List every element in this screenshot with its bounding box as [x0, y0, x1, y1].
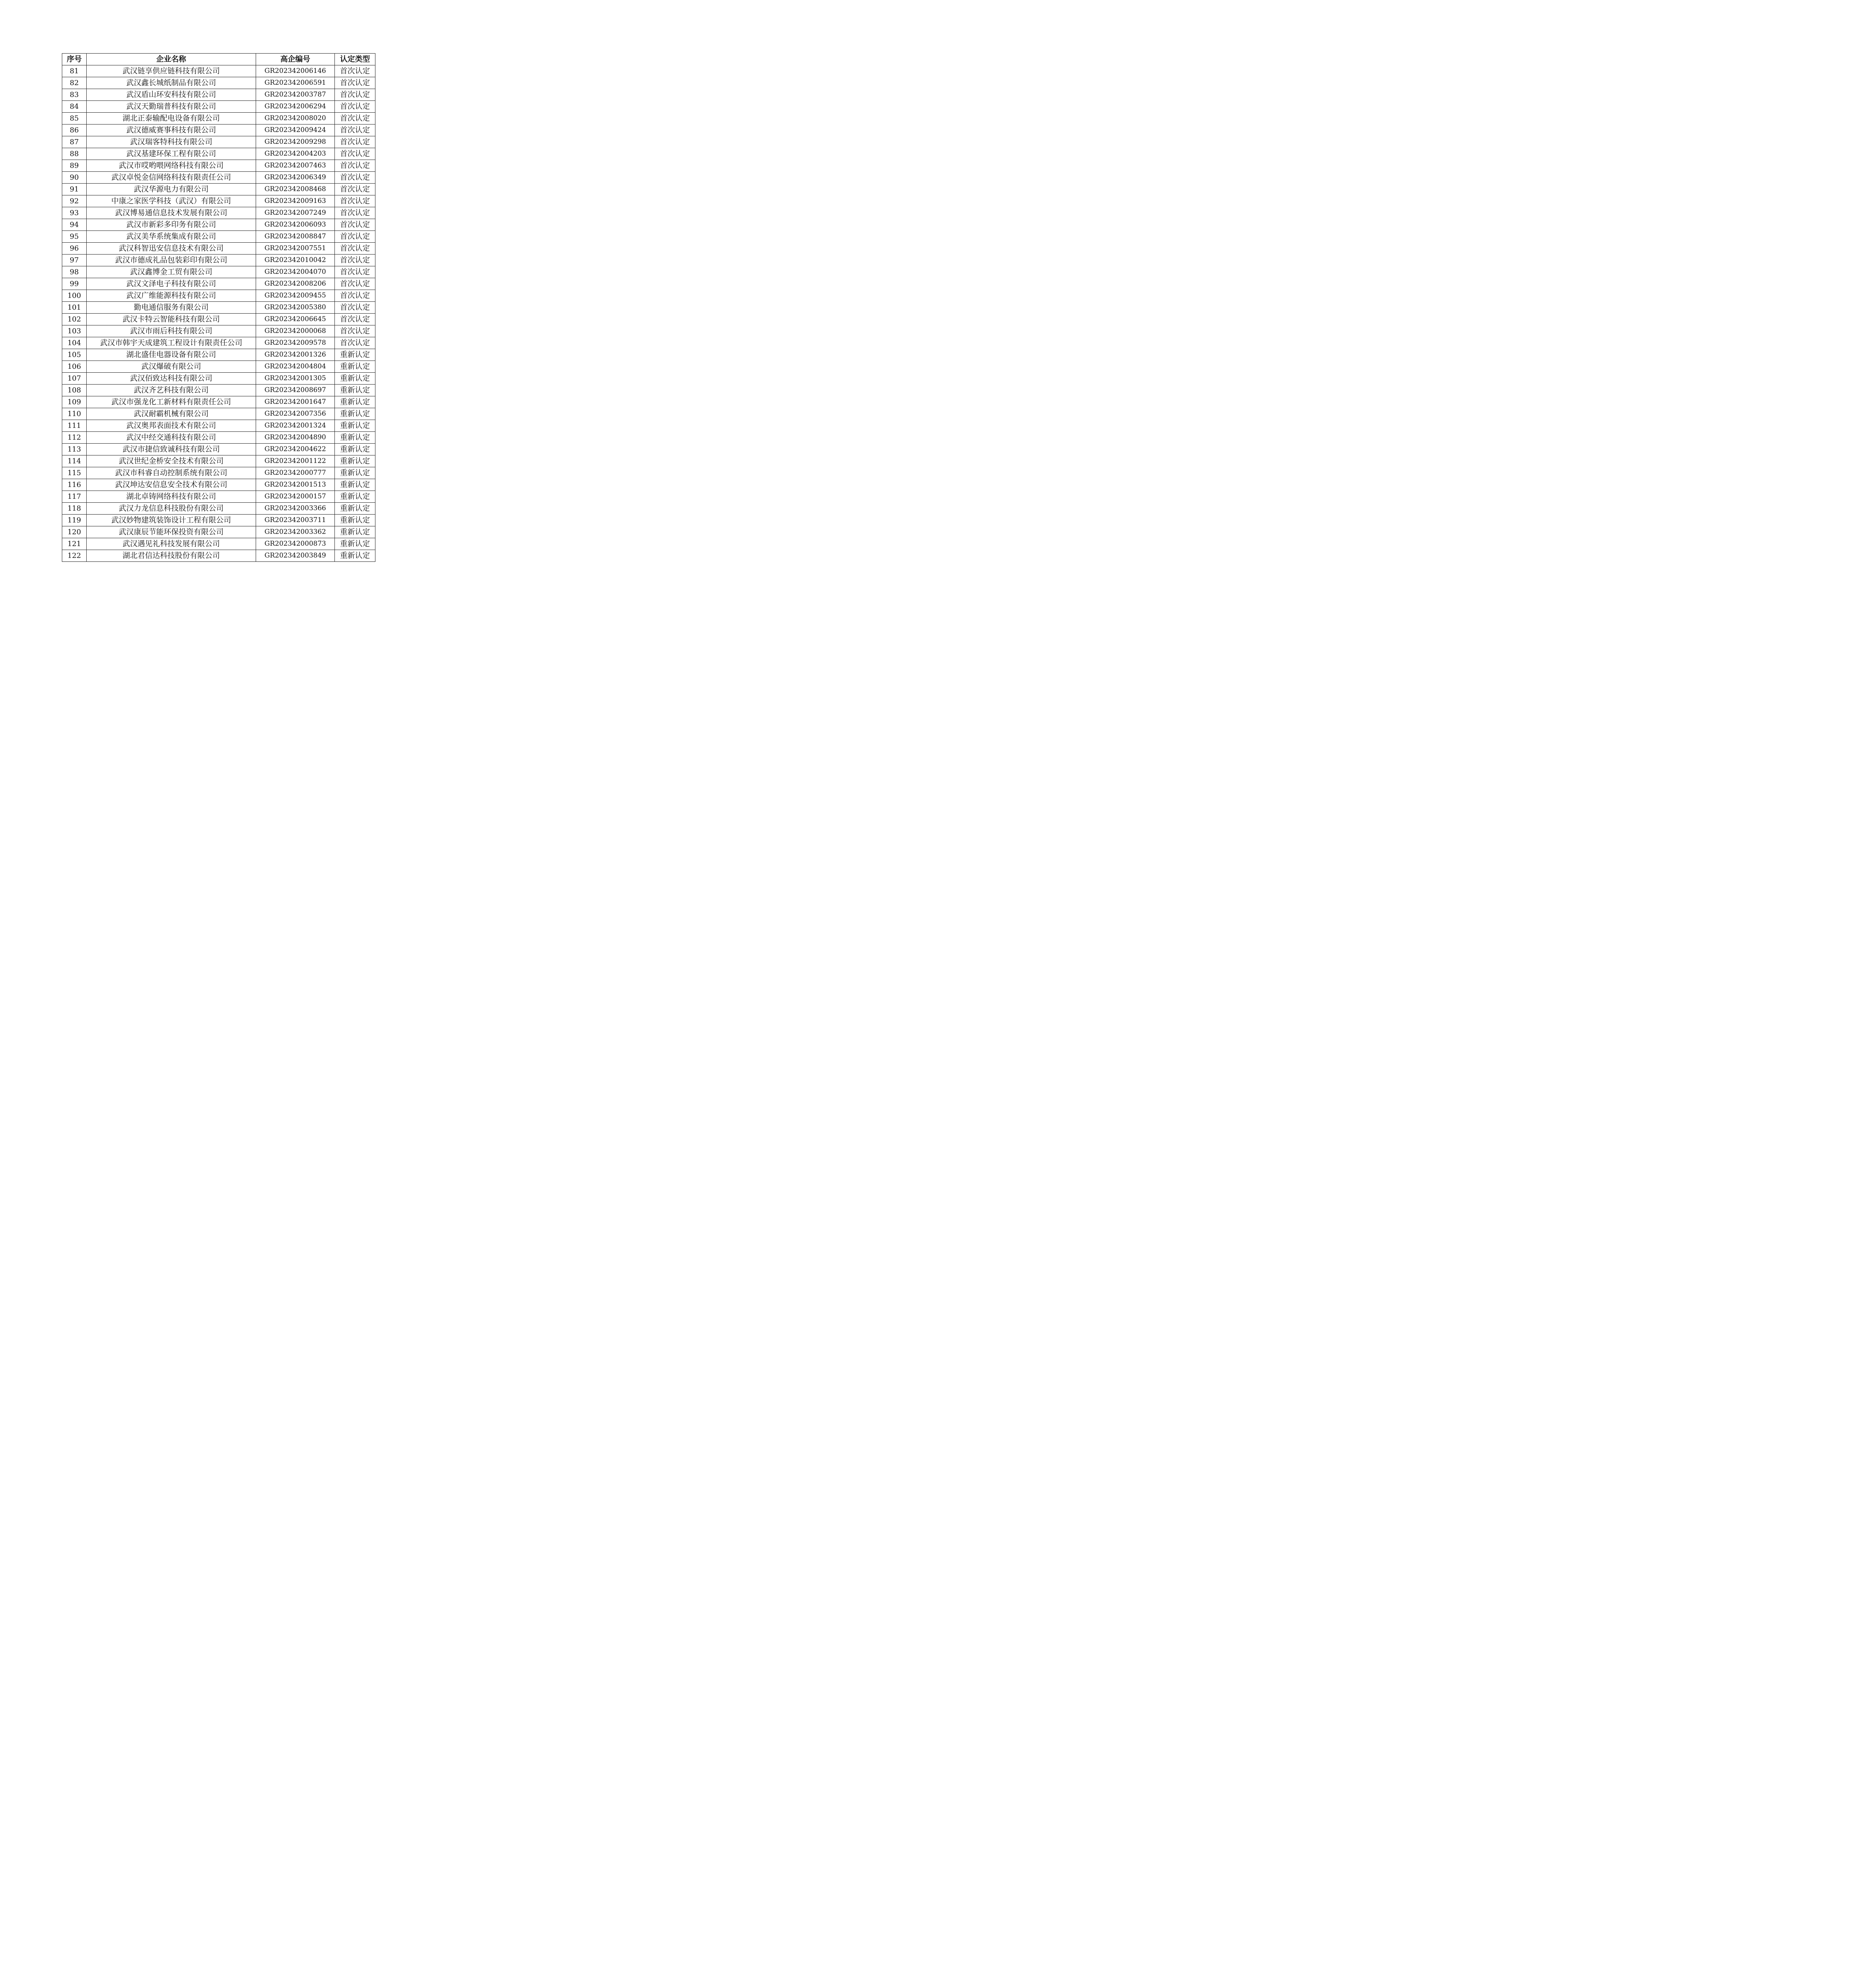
- table-row: [62, 231, 375, 243]
- row-number: 84: [62, 101, 87, 113]
- certificate-code: GR202342008697: [256, 385, 335, 396]
- company-name: 武汉市强龙化工新材料有限责任公司: [87, 396, 256, 408]
- company-name: 勤电通信服务有限公司: [87, 302, 256, 314]
- certification-type: 首次认定: [335, 278, 375, 290]
- company-name: 武汉坤达安信息安全技术有限公司: [87, 479, 256, 491]
- certificate-code: GR202342008206: [256, 278, 335, 290]
- certificate-code: GR202342004203: [256, 148, 335, 160]
- header-no: 序号: [62, 54, 87, 65]
- certificate-code: GR202342004070: [256, 266, 335, 278]
- certification-type: 首次认定: [335, 136, 375, 148]
- certification-type: 首次认定: [335, 184, 375, 195]
- certificate-code: GR202342006146: [256, 65, 335, 77]
- certificate-code: GR202342003849: [256, 550, 335, 562]
- certificate-code: GR202342006645: [256, 314, 335, 325]
- row-number: 117: [62, 491, 87, 503]
- certification-type: 重新认定: [335, 467, 375, 479]
- company-name: 武汉基建环保工程有限公司: [87, 148, 256, 160]
- table-row: [62, 491, 375, 503]
- certificate-code: GR202342004890: [256, 432, 335, 444]
- certification-type: 首次认定: [335, 101, 375, 113]
- row-number: 98: [62, 266, 87, 278]
- table-row: [62, 278, 375, 290]
- company-name: 武汉齐艺科技有限公司: [87, 385, 256, 396]
- certificate-code: GR202342007356: [256, 408, 335, 420]
- row-number: 100: [62, 290, 87, 302]
- certificate-code: GR202342001305: [256, 373, 335, 385]
- table-row: [62, 136, 375, 148]
- certificate-code: GR202342006349: [256, 172, 335, 184]
- row-number: 109: [62, 396, 87, 408]
- certification-type: 重新认定: [335, 349, 375, 361]
- certificate-code: GR202342006093: [256, 219, 335, 231]
- company-name: 武汉博易通信息技术发展有限公司: [87, 207, 256, 219]
- header-code: 高企编号: [256, 54, 335, 65]
- table-row: [62, 432, 375, 444]
- company-name: 武汉世纪金桥安全技术有限公司: [87, 455, 256, 467]
- company-name: 武汉市捷信致诚科技有限公司: [87, 444, 256, 455]
- company-name: 武汉市新彩多印务有限公司: [87, 219, 256, 231]
- certificate-code: GR202342008020: [256, 113, 335, 125]
- row-number: 82: [62, 77, 87, 89]
- table-row: [62, 113, 375, 125]
- table-row: [62, 172, 375, 184]
- row-number: 101: [62, 302, 87, 314]
- table-row: [62, 467, 375, 479]
- certification-type: 重新认定: [335, 373, 375, 385]
- certificate-code: GR202342010042: [256, 255, 335, 266]
- certification-type: 首次认定: [335, 89, 375, 101]
- table-row: [62, 184, 375, 195]
- company-name: 武汉卓悦金信网络科技有限责任公司: [87, 172, 256, 184]
- row-number: 115: [62, 467, 87, 479]
- table-row: [62, 65, 375, 77]
- row-number: 119: [62, 515, 87, 526]
- table-row: [62, 195, 375, 207]
- row-number: 103: [62, 325, 87, 337]
- certification-type: 首次认定: [335, 314, 375, 325]
- table-row: [62, 290, 375, 302]
- certification-type: 重新认定: [335, 420, 375, 432]
- table-row: [62, 420, 375, 432]
- certification-type: 重新认定: [335, 444, 375, 455]
- certificate-code: GR202342001513: [256, 479, 335, 491]
- certification-type: 首次认定: [335, 325, 375, 337]
- certificate-code: GR202342009424: [256, 125, 335, 136]
- row-number: 108: [62, 385, 87, 396]
- row-number: 107: [62, 373, 87, 385]
- row-number: 104: [62, 337, 87, 349]
- certificate-code: GR202342003366: [256, 503, 335, 515]
- company-name: 武汉广维能源科技有限公司: [87, 290, 256, 302]
- table-header-row: [62, 54, 375, 65]
- table-row: [62, 160, 375, 172]
- row-number: 118: [62, 503, 87, 515]
- certificate-code: GR202342004622: [256, 444, 335, 455]
- certificate-code: GR202342000873: [256, 538, 335, 550]
- certification-type: 重新认定: [335, 361, 375, 373]
- row-number: 120: [62, 526, 87, 538]
- certification-type: 重新认定: [335, 479, 375, 491]
- row-number: 86: [62, 125, 87, 136]
- company-name: 武汉文泽电子科技有限公司: [87, 278, 256, 290]
- table-row: [62, 243, 375, 255]
- certificate-code: GR202342001326: [256, 349, 335, 361]
- table-row: [62, 349, 375, 361]
- company-name: 武汉耐霸机械有限公司: [87, 408, 256, 420]
- table-row: [62, 408, 375, 420]
- certificate-code: GR202342001122: [256, 455, 335, 467]
- certification-type: 重新认定: [335, 550, 375, 562]
- table-row: [62, 444, 375, 455]
- company-name: 武汉德威赛事科技有限公司: [87, 125, 256, 136]
- company-name: 武汉天勤瑞普科技有限公司: [87, 101, 256, 113]
- row-number: 114: [62, 455, 87, 467]
- table-row: [62, 455, 375, 467]
- company-name: 武汉佰致达科技有限公司: [87, 373, 256, 385]
- certification-type: 首次认定: [335, 195, 375, 207]
- company-name: 中康之家医学科技（武汉）有限公司: [87, 195, 256, 207]
- certification-type: 首次认定: [335, 231, 375, 243]
- table-row: [62, 337, 375, 349]
- row-number: 110: [62, 408, 87, 420]
- company-name: 武汉链享供应链科技有限公司: [87, 65, 256, 77]
- certificate-code: GR202342006294: [256, 101, 335, 113]
- table-row: [62, 314, 375, 325]
- company-name: 武汉鑫博金工贸有限公司: [87, 266, 256, 278]
- table-row: [62, 219, 375, 231]
- table-row: [62, 148, 375, 160]
- row-number: 81: [62, 65, 87, 77]
- table-row: [62, 396, 375, 408]
- table-body: [62, 65, 375, 562]
- row-number: 99: [62, 278, 87, 290]
- row-number: 93: [62, 207, 87, 219]
- company-name: 武汉瑞客特科技有限公司: [87, 136, 256, 148]
- certification-type: 首次认定: [335, 172, 375, 184]
- certification-type: 首次认定: [335, 255, 375, 266]
- certification-type: 首次认定: [335, 65, 375, 77]
- certificate-code: GR202342009455: [256, 290, 335, 302]
- certification-type: 首次认定: [335, 337, 375, 349]
- certificate-code: GR202342007551: [256, 243, 335, 255]
- row-number: 121: [62, 538, 87, 550]
- company-name: 武汉市雨后科技有限公司: [87, 325, 256, 337]
- row-number: 94: [62, 219, 87, 231]
- table-row: [62, 503, 375, 515]
- company-name: 武汉市韩宇天成建筑工程设计有限责任公司: [87, 337, 256, 349]
- company-name: 武汉鑫长城纸制品有限公司: [87, 77, 256, 89]
- row-number: 89: [62, 160, 87, 172]
- company-name: 武汉市哎哟喂网络科技有限公司: [87, 160, 256, 172]
- certification-type: 首次认定: [335, 125, 375, 136]
- header-name: 企业名称: [87, 54, 256, 65]
- row-number: 97: [62, 255, 87, 266]
- certification-type: 重新认定: [335, 455, 375, 467]
- company-name: 武汉华源电力有限公司: [87, 184, 256, 195]
- table-row: [62, 373, 375, 385]
- row-number: 87: [62, 136, 87, 148]
- table-row: [62, 77, 375, 89]
- company-name: 湖北正泰输配电设备有限公司: [87, 113, 256, 125]
- row-number: 113: [62, 444, 87, 455]
- certification-type: 首次认定: [335, 243, 375, 255]
- certification-type: 首次认定: [335, 113, 375, 125]
- company-name: 湖北盛佳电器设备有限公司: [87, 349, 256, 361]
- row-number: 85: [62, 113, 87, 125]
- certification-type: 首次认定: [335, 148, 375, 160]
- certification-type: 首次认定: [335, 77, 375, 89]
- company-name: 武汉市科睿自动控制系统有限公司: [87, 467, 256, 479]
- certificate-code: GR202342009163: [256, 195, 335, 207]
- certification-type: 重新认定: [335, 491, 375, 503]
- certificate-code: GR202342004804: [256, 361, 335, 373]
- company-name: 武汉美华系统集成有限公司: [87, 231, 256, 243]
- certificate-code: GR202342009298: [256, 136, 335, 148]
- certificate-code: GR202342008847: [256, 231, 335, 243]
- certification-type: 重新认定: [335, 538, 375, 550]
- row-number: 102: [62, 314, 87, 325]
- company-name: 湖北君信达科技股份有限公司: [87, 550, 256, 562]
- table-row: [62, 325, 375, 337]
- table-row: [62, 255, 375, 266]
- company-name: 武汉力龙信息科技股份有限公司: [87, 503, 256, 515]
- company-name: 武汉卡特云智能科技有限公司: [87, 314, 256, 325]
- row-number: 95: [62, 231, 87, 243]
- table-row: [62, 101, 375, 113]
- certification-type: 重新认定: [335, 503, 375, 515]
- table-row: [62, 302, 375, 314]
- table-row: [62, 479, 375, 491]
- certification-type: 重新认定: [335, 526, 375, 538]
- certification-type: 重新认定: [335, 408, 375, 420]
- certificate-code: GR202342003711: [256, 515, 335, 526]
- certificate-code: GR202342006591: [256, 77, 335, 89]
- certificate-code: GR202342009578: [256, 337, 335, 349]
- row-number: 91: [62, 184, 87, 195]
- company-name: 武汉爆破有限公司: [87, 361, 256, 373]
- company-name: 武汉盾山环安科技有限公司: [87, 89, 256, 101]
- certification-type: 首次认定: [335, 290, 375, 302]
- row-number: 122: [62, 550, 87, 562]
- certificate-code: GR202342003787: [256, 89, 335, 101]
- certificate-code: GR202342007463: [256, 160, 335, 172]
- row-number: 92: [62, 195, 87, 207]
- certificate-code: GR202342003362: [256, 526, 335, 538]
- row-number: 83: [62, 89, 87, 101]
- company-name: 武汉康辰节能环保投资有限公司: [87, 526, 256, 538]
- certificate-code: GR202342005380: [256, 302, 335, 314]
- company-name: 湖北卓铸网络科技有限公司: [87, 491, 256, 503]
- certificate-code: GR202342000777: [256, 467, 335, 479]
- certification-type: 首次认定: [335, 219, 375, 231]
- row-number: 111: [62, 420, 87, 432]
- table-row: [62, 89, 375, 101]
- table-row: [62, 385, 375, 396]
- certificate-code: GR202342000068: [256, 325, 335, 337]
- certification-type: 重新认定: [335, 515, 375, 526]
- certification-type: 重新认定: [335, 396, 375, 408]
- row-number: 96: [62, 243, 87, 255]
- company-name: 武汉市德成礼品包装彩印有限公司: [87, 255, 256, 266]
- table-row: [62, 125, 375, 136]
- certificate-code: GR202342008468: [256, 184, 335, 195]
- company-name: 武汉科智迅安信息技术有限公司: [87, 243, 256, 255]
- document-page: [62, 53, 375, 562]
- certificate-code: GR202342001647: [256, 396, 335, 408]
- company-name: 武汉中经交通科技有限公司: [87, 432, 256, 444]
- row-number: 88: [62, 148, 87, 160]
- company-name: 武汉妙物建筑装饰设计工程有限公司: [87, 515, 256, 526]
- table-row: [62, 207, 375, 219]
- company-name: 武汉遇见礼科技发展有限公司: [87, 538, 256, 550]
- row-number: 105: [62, 349, 87, 361]
- certification-type: 首次认定: [335, 266, 375, 278]
- certificate-code: GR202342001324: [256, 420, 335, 432]
- certification-type: 首次认定: [335, 302, 375, 314]
- certification-type: 重新认定: [335, 385, 375, 396]
- header-type: 认定类型: [335, 54, 375, 65]
- row-number: 90: [62, 172, 87, 184]
- certification-type: 首次认定: [335, 160, 375, 172]
- table-row: [62, 515, 375, 526]
- company-name: 武汉奥邦表面技术有限公司: [87, 420, 256, 432]
- certification-type: 重新认定: [335, 432, 375, 444]
- row-number: 112: [62, 432, 87, 444]
- table-row: [62, 538, 375, 550]
- table-row: [62, 550, 375, 562]
- certificate-code: GR202342000157: [256, 491, 335, 503]
- table-row: [62, 526, 375, 538]
- certificate-code: GR202342007249: [256, 207, 335, 219]
- certification-type: 首次认定: [335, 207, 375, 219]
- table-row: [62, 361, 375, 373]
- row-number: 116: [62, 479, 87, 491]
- enterprise-table: [62, 53, 375, 562]
- table-row: [62, 266, 375, 278]
- row-number: 106: [62, 361, 87, 373]
